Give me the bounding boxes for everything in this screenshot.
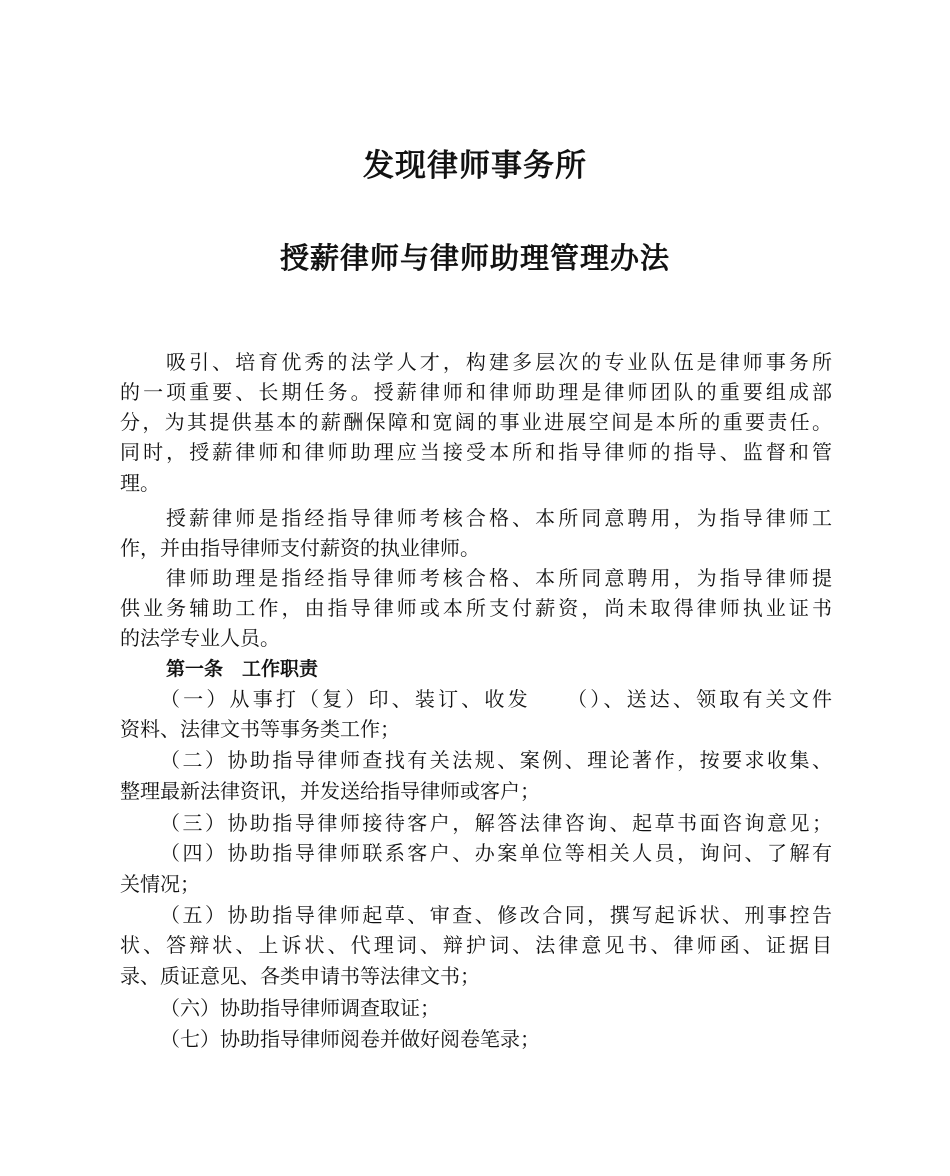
intro-paragraph-line: 的一项重要、长期任务。授薪律师和律师助理是律师团队的重要组成部 [120,380,832,404]
duty-item-line: （七）协助指导律师阅卷并做好阅卷笔录； [160,1027,540,1051]
definition-paragraph-line: 律师助理是指经指导律师考核合格、本所同意聘用，为指导律师提 [166,566,832,590]
duty-item-line: （五）协助指导律师起草、审查、修改合同，撰写起诉状、刑事控告 [160,903,832,927]
duty-item-line: 录、质证意见、各类申请书等法律文书； [120,964,480,988]
intro-paragraph-line: 同时，授薪律师和律师助理应当接受本所和指导律师的指导、监督和管 [120,440,832,464]
duty-item-line: （六）协助指导律师调查取证； [160,996,440,1020]
duty-item-line: （一）从事打（复）印、装订、收发 （）、送达、领取有关文件 [160,687,832,711]
definition-paragraph-line: 供业务辅助工作，由指导律师或本所支付薪资，尚未取得律师执业证书 [120,596,832,620]
intro-paragraph-line: 理。 [120,471,160,495]
duty-item-line: （三）协助指导律师接待客户，解答法律咨询、起草书面咨询意见； [160,811,832,835]
duty-item-line: 关情况； [120,872,200,896]
firm-title: 发现律师事务所 [363,148,587,184]
document-title: 授薪律师与律师助理管理办法 [279,241,670,275]
duty-item-line: （二）协助指导律师查找有关法规、案例、理论著作，按要求收集、 [160,748,832,772]
duty-item-line: 状、答辩状、上诉状、代理词、辩护词、法律意见书、律师函、证据目 [120,933,832,957]
definition-paragraph-line: 的法学专业人员。 [120,626,280,650]
duty-item-line: 整理最新法律资讯，并发送给指导律师或客户； [120,779,540,803]
duty-item-line: （四）协助指导律师联系客户、办案单位等相关人员，询问、了解有 [160,841,832,865]
intro-paragraph-line: 分，为其提供基本的薪酬保障和宽阔的事业进展空间是本所的重要责任。 [120,410,832,434]
article-heading: 第一条 工作职责 [166,658,319,680]
definition-paragraph-line: 作，并由指导律师支付薪资的执业律师。 [120,536,480,560]
duty-item-line: 资料、法律文书等事务类工作； [120,717,400,741]
intro-paragraph-line: 吸引、培育优秀的法学人才，构建多层次的专业队伍是律师事务所 [166,350,832,374]
definition-paragraph-line: 授薪律师是指经指导律师考核合格、本所同意聘用，为指导律师工 [166,506,832,530]
